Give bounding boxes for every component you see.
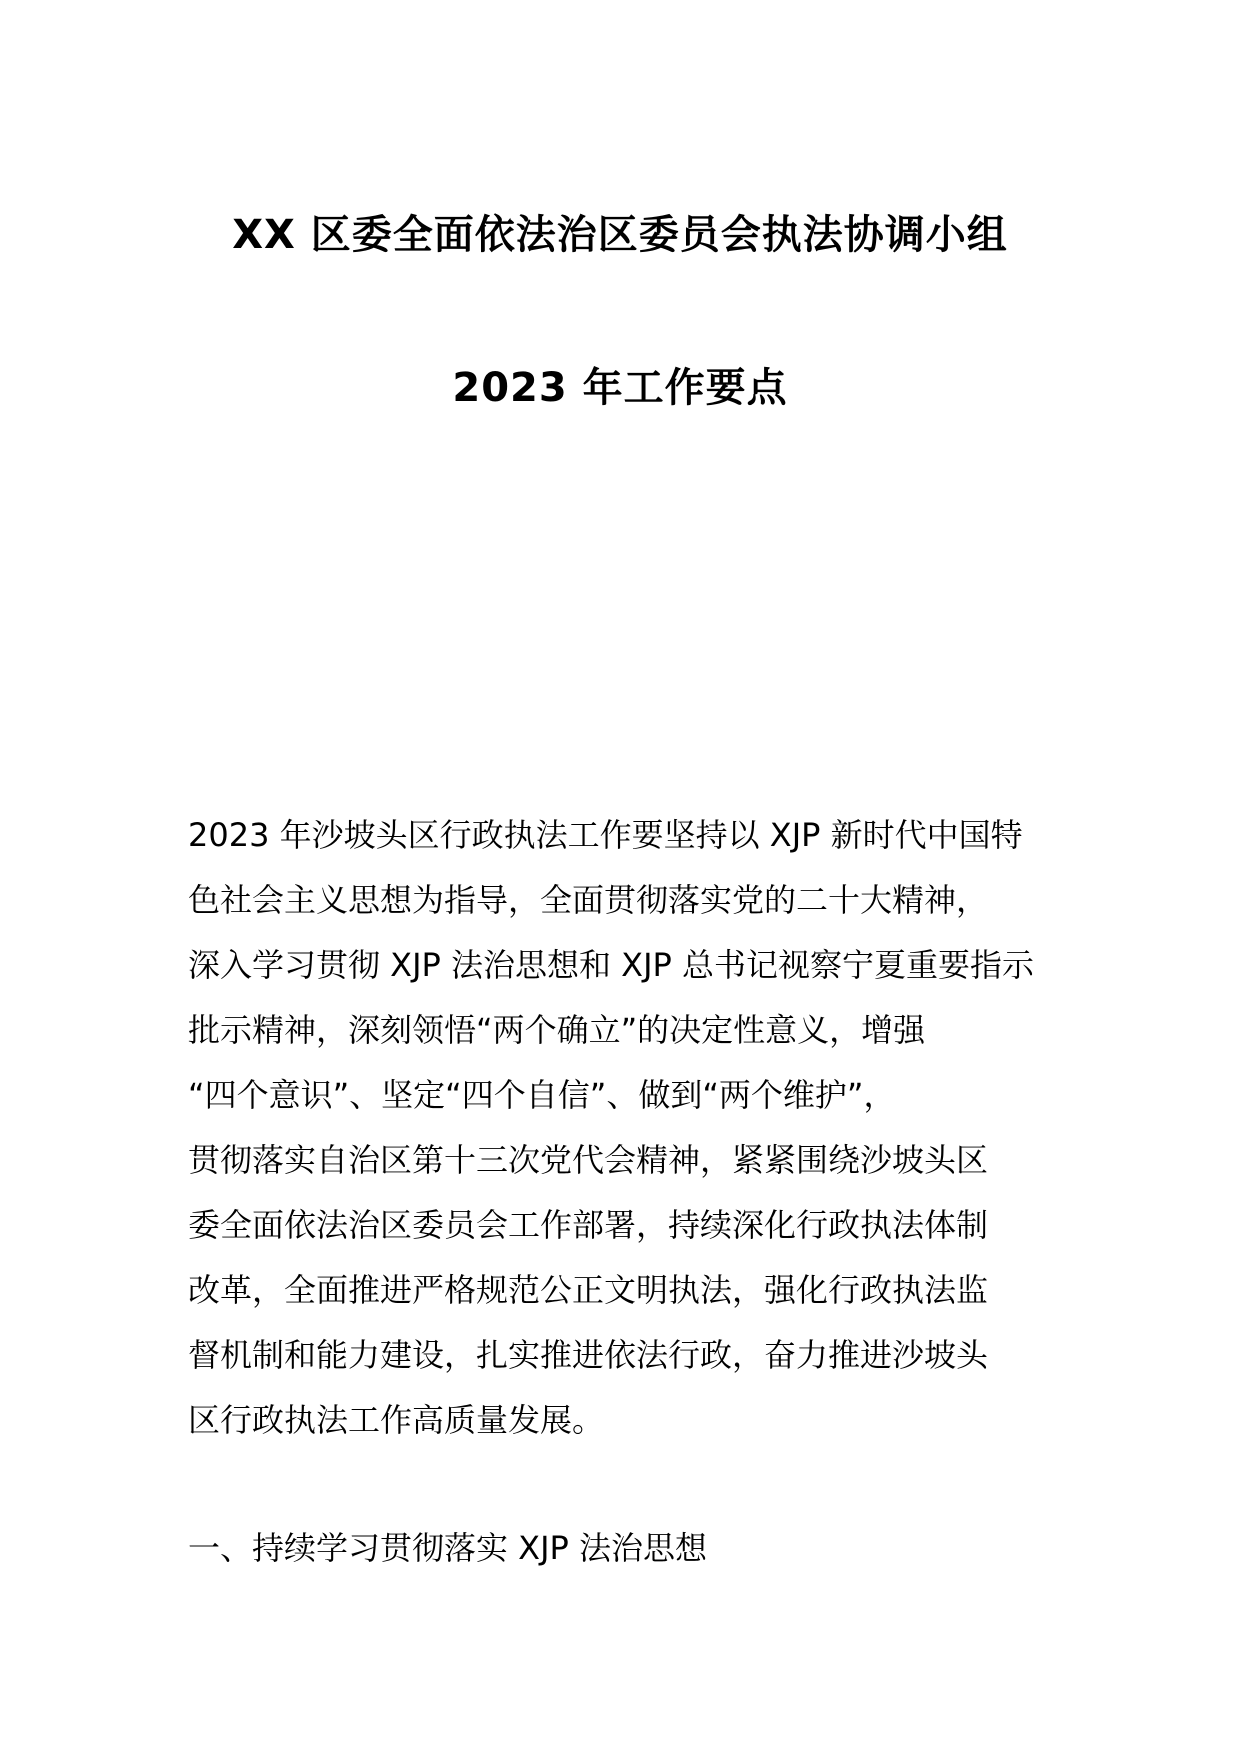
section-heading-1: 一、持续学习贯彻落实 XJP 法治思想	[188, 1529, 708, 1567]
document-title-line-2: 2023 年工作要点	[452, 365, 788, 411]
intro-line: 委全面依法治区委员会工作部署，持续深化行政执法体制	[188, 1206, 989, 1244]
intro-line: 改革，全面推进严格规范公正文明执法，强化行政执法监	[188, 1271, 989, 1309]
intro-line: 督机制和能力建设，扎实推进依法行政，奋力推进沙坡头	[188, 1336, 989, 1374]
intro-line: 贯彻落实自治区第十三次党代会精神，紧紧围绕沙坡头区	[188, 1141, 989, 1179]
intro-paragraph	[188, 803, 1058, 1453]
intro-line: 色社会主义思想为指导，全面贯彻落实党的二十大精神，	[188, 881, 989, 919]
intro-line: “四个意识”、坚定“四个自信”、做到“两个维护”，	[188, 1076, 896, 1114]
intro-line: 2023 年沙坡头区行政执法工作要坚持以 XJP 新时代中国特	[188, 816, 1023, 854]
intro-line: 深入学习贯彻 XJP 法治思想和 XJP 总书记视察宁夏重要指示	[188, 946, 1035, 984]
document-title-line-1: XX 区委全面依法治区委员会执法协调小组	[232, 212, 1008, 258]
intro-line: 区行政执法工作高质量发展。	[188, 1401, 605, 1439]
intro-line: 批示精神，深刻领悟“两个确立”的决定性意义，增强	[188, 1011, 926, 1049]
